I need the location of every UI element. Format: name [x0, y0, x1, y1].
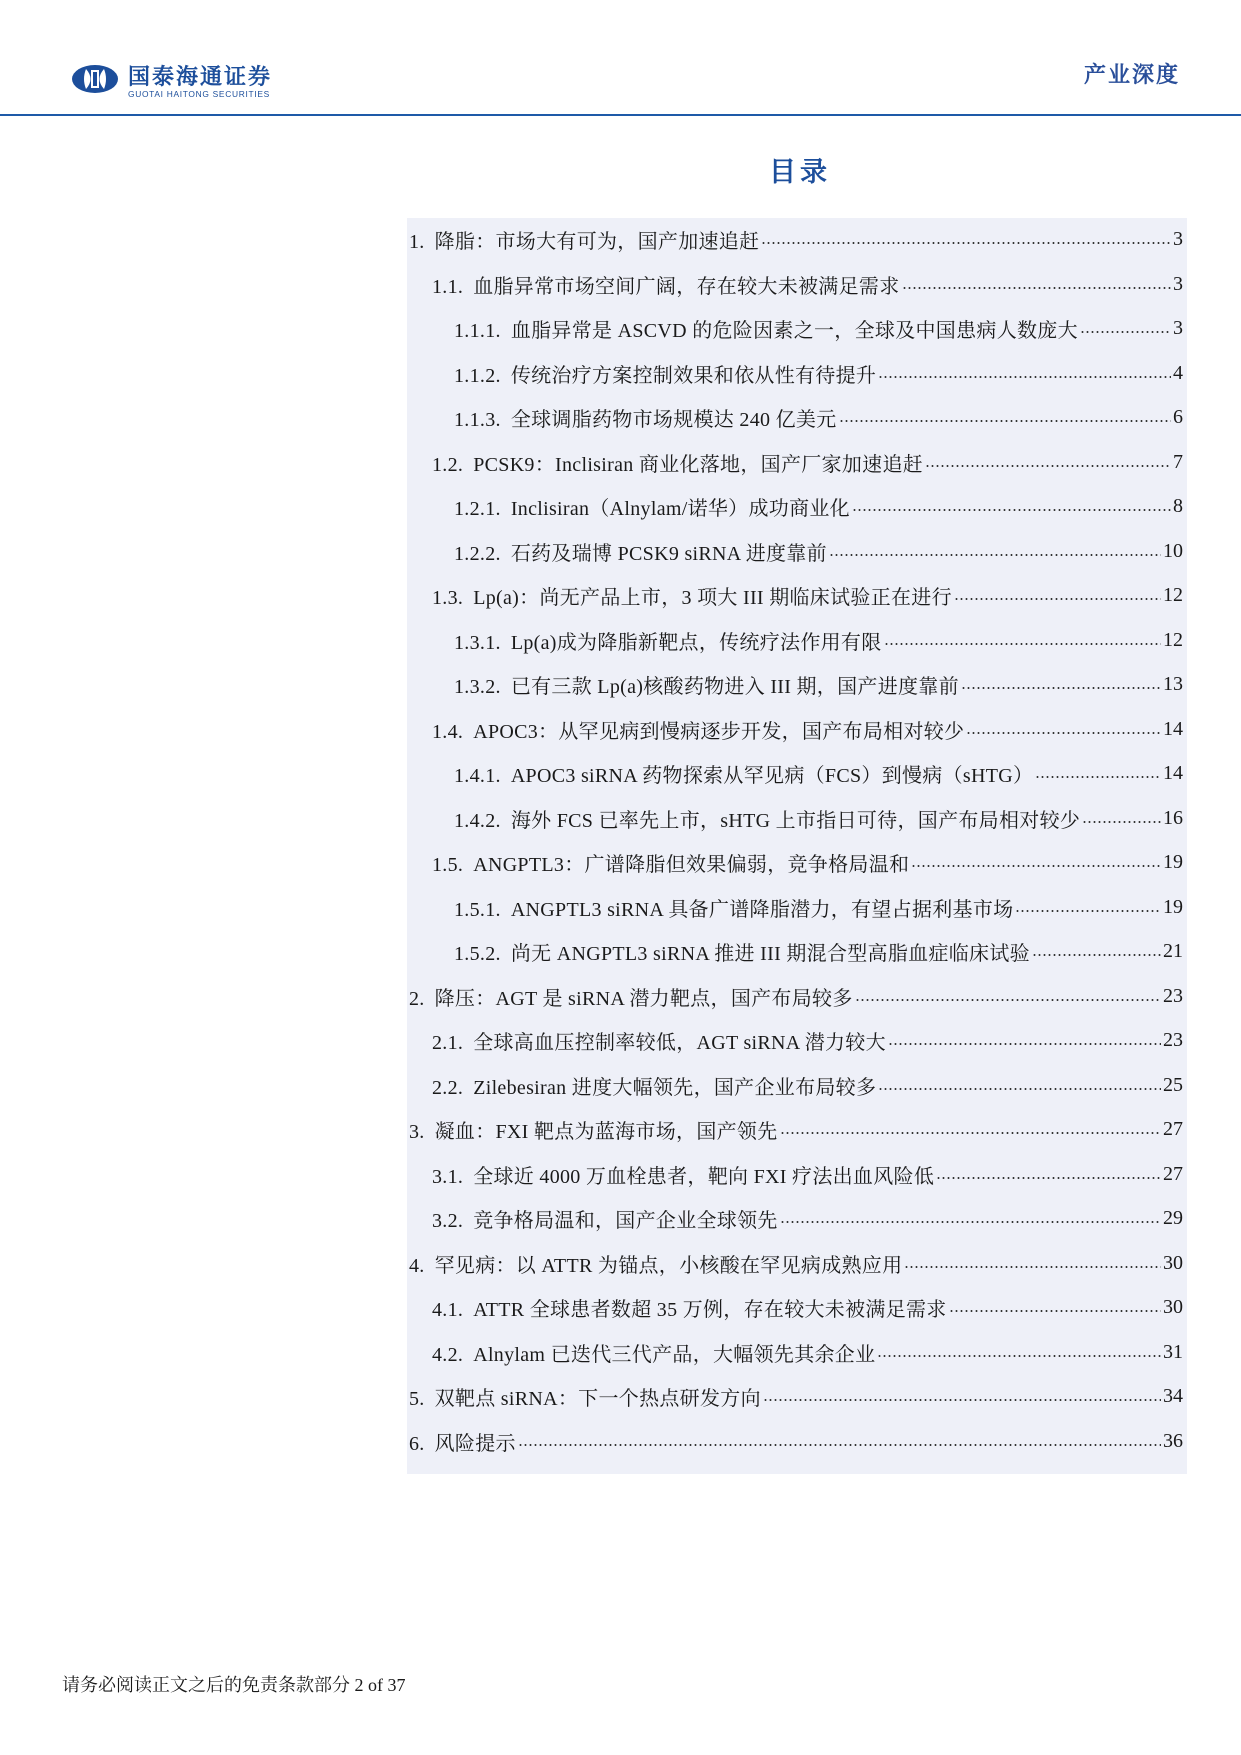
- toc-entry-number: 1.3.2.: [454, 675, 501, 698]
- toc-entry[interactable]: [432, 707, 1183, 751]
- toc-dot-leader: [839, 419, 1171, 423]
- toc-entry-page: 14: [1163, 717, 1183, 740]
- report-type-tag: 产业深度: [1083, 63, 1180, 88]
- toc-entry-page: 27: [1163, 1117, 1183, 1140]
- toc-entry-page: 27: [1163, 1162, 1183, 1185]
- toc-entry-number: 4.1.: [432, 1298, 464, 1321]
- toc-entry-text: 已有三款 Lp(a)核酸药物进入 III 期，国产进度靠前: [510, 675, 959, 698]
- toc-entry-page: 8: [1173, 494, 1183, 517]
- toc-entry-text: APOC3：从罕见病到慢病逐步开发，国产布局相对较少: [473, 720, 965, 743]
- toc-dot-leader: [904, 1265, 1161, 1269]
- toc-entry-title: [454, 537, 827, 566]
- toc-entry-page: 12: [1163, 628, 1183, 651]
- toc-entry-title: [454, 670, 959, 699]
- toc-entry-page: 36: [1163, 1429, 1183, 1452]
- toc-entry[interactable]: [454, 484, 1183, 528]
- toc-entry-text: 血脂异常市场空间广阔，存在较大未被满足需求: [473, 275, 900, 298]
- toc-entry-number: 1.2.1.: [454, 497, 501, 520]
- toc-entry-text: 尚无 ANGPTL3 siRNA 推进 III 期混合型高脂血症临床试验: [510, 942, 1030, 965]
- toc-entry[interactable]: [432, 1063, 1183, 1107]
- toc-entry-text: Alnylam 已迭代三代产品，大幅领先其余企业: [473, 1343, 876, 1366]
- toc-entry[interactable]: [432, 440, 1183, 484]
- toc-entry-text: 石药及瑞博 PCSK9 siRNA 进度靠前: [510, 542, 827, 565]
- toc-entry-title: [409, 982, 853, 1011]
- toc-dot-leader: [829, 553, 1161, 557]
- toc-entry-title: [432, 1071, 876, 1100]
- toc-dot-leader: [961, 686, 1161, 690]
- toc-entry-title: [454, 359, 876, 388]
- toc-entry-page: 3: [1173, 227, 1183, 250]
- toc-entry-page: 12: [1163, 583, 1183, 606]
- toc-entry-text: 罕见病：以 ATTR 为锚点，小核酸在罕见病成熟应用: [434, 1254, 903, 1277]
- toc-entry-text: Lp(a)成为降脂新靶点，传统疗法作用有限: [510, 631, 882, 654]
- toc-entry-title: [454, 314, 1078, 343]
- toc-entry[interactable]: [454, 885, 1183, 929]
- toc-entry-text: 血脂异常是 ASCVD 的危险因素之一，全球及中国患病人数庞大: [510, 319, 1078, 342]
- toc-entry-text: 全球近 4000 万血栓患者，靶向 FXI 疗法出血风险低: [473, 1165, 935, 1188]
- toc-entry[interactable]: [454, 796, 1183, 840]
- toc-entry-text: 凝血：FXI 靶点为蓝海市场，国产领先: [434, 1120, 778, 1143]
- toc-entry-page: 34: [1163, 1384, 1183, 1407]
- toc-entry[interactable]: [432, 1196, 1183, 1240]
- toc-entry-title: [409, 1427, 516, 1456]
- toc-dot-leader: [884, 642, 1161, 646]
- toc-entry-page: 7: [1173, 450, 1183, 473]
- toc-dot-leader: [902, 286, 1171, 290]
- toc-dot-leader: [878, 1087, 1161, 1091]
- toc-entry[interactable]: [409, 1419, 1183, 1463]
- toc-entry-page: 3: [1173, 272, 1183, 295]
- company-logo: [70, 60, 330, 100]
- toc-entry-number: 2.1.: [432, 1031, 464, 1054]
- toc-entry-title: [409, 1382, 761, 1411]
- toc-entry-title: [432, 1026, 886, 1055]
- toc-entry-text: ANGPTL3：广谱降脂但效果偏弱，竞争格局温和: [473, 853, 910, 876]
- toc-entry-page: 25: [1163, 1073, 1183, 1096]
- toc-dot-leader: [518, 1443, 1161, 1447]
- toc-entry[interactable]: [432, 1152, 1183, 1196]
- toc-entry-text: 海外 FCS 已率先上市，sHTG 上市指日可待，国产布局相对较少: [510, 809, 1081, 832]
- logo-chinese-name: 国泰海通证券: [128, 65, 273, 90]
- toc-entry-number: 1.2.: [432, 453, 464, 476]
- toc-entry[interactable]: [454, 529, 1183, 573]
- toc-entry-number: 1.5.: [432, 853, 464, 876]
- toc-entry-title: [454, 403, 837, 432]
- toc-dot-leader: [911, 864, 1161, 868]
- toc-entry-number: 1.5.2.: [454, 942, 501, 965]
- toc-entry-number: 3.1.: [432, 1165, 464, 1188]
- toc-entry[interactable]: [409, 1374, 1183, 1418]
- toc-dot-leader: [855, 998, 1161, 1002]
- toc-entry-page: 29: [1163, 1206, 1183, 1229]
- toc-entry-text: 降压：AGT 是 siRNA 潜力靶点，国产布局较多: [434, 987, 853, 1010]
- toc-entry-text: Lp(a)：尚无产品上市，3 项大 III 期临床试验正在进行: [473, 586, 952, 609]
- toc-entry-page: 6: [1173, 405, 1183, 428]
- toc-entry[interactable]: [454, 395, 1183, 439]
- toc-entry[interactable]: [409, 1107, 1183, 1151]
- toc-dot-leader: [1032, 953, 1161, 957]
- toc-dot-leader: [949, 1309, 1161, 1313]
- toc-entry-text: Zilebesiran 进度大幅领先，国产企业布局较多: [473, 1076, 877, 1099]
- toc-entry-title: [432, 270, 900, 299]
- toc-entry-text: ATTR 全球患者数超 35 万例，存在较大未被满足需求: [473, 1298, 947, 1321]
- toc-entry-page: 14: [1163, 761, 1183, 784]
- toc-entry-number: 1.4.: [432, 720, 464, 743]
- toc-dot-leader: [852, 508, 1171, 512]
- toc-dot-leader: [877, 1354, 1161, 1358]
- toc-entry[interactable]: [454, 351, 1183, 395]
- toc-entry-title: [432, 581, 952, 610]
- toc-entry-title: [454, 626, 882, 655]
- toc-entry-page: 30: [1163, 1295, 1183, 1318]
- toc-entry[interactable]: [432, 262, 1183, 306]
- toc-entry[interactable]: [432, 573, 1183, 617]
- toc-entry-page: 3: [1173, 316, 1183, 339]
- header-divider: [0, 114, 1241, 116]
- toc-entry-number: 5.: [409, 1387, 425, 1410]
- toc-dot-leader: [1082, 820, 1161, 824]
- toc-entry-title: [432, 1338, 875, 1367]
- toc-dot-leader: [878, 375, 1171, 379]
- logo-emblem-icon: [70, 60, 120, 98]
- toc-entry-title: [454, 492, 850, 521]
- toc-dot-leader: [761, 241, 1171, 245]
- toc-entry-title: [454, 804, 1080, 833]
- toc-entry-number: 1.4.1.: [454, 764, 501, 787]
- toc-entry-number: 4.: [409, 1254, 425, 1277]
- toc-entry-number: 1.1.: [432, 275, 464, 298]
- toc-entry-title: [409, 1249, 902, 1278]
- toc-entry-number: 1.4.2.: [454, 809, 501, 832]
- page-footer: [62, 1671, 406, 1697]
- toc-dot-leader: [966, 731, 1161, 735]
- toc-entry-number: 1.1.3.: [454, 408, 501, 431]
- toc-entry-page: 31: [1163, 1340, 1183, 1363]
- toc-dot-leader: [763, 1398, 1161, 1402]
- toc-entry-number: 1.3.: [432, 586, 464, 609]
- toc-entry-page: 23: [1163, 1028, 1183, 1051]
- toc-entry-title: [454, 759, 1033, 788]
- toc-dot-leader: [888, 1042, 1161, 1046]
- toc-entry-number: 2.: [409, 987, 425, 1010]
- toc-entry-title: [432, 1204, 778, 1233]
- toc-dot-leader: [780, 1131, 1161, 1135]
- toc-entry-page: 23: [1163, 984, 1183, 1007]
- toc-entry[interactable]: [454, 751, 1183, 795]
- toc-entry-number: 6.: [409, 1432, 425, 1455]
- toc-entry-text: 降脂：市场大有可为，国产加速追赶: [434, 230, 760, 253]
- toc-entry-text: 风险提示: [434, 1432, 516, 1455]
- toc-entry-text: ANGPTL3 siRNA 具备广谱降脂潜力，有望占据利基市场: [510, 898, 1014, 921]
- toc-entry-text: Inclisiran（Alnylam/诺华）成功商业化: [510, 497, 850, 520]
- toc-dot-leader: [1035, 775, 1161, 779]
- toc-entry-number: 1.1.2.: [454, 364, 501, 387]
- toc-entry-number: 1.5.1.: [454, 898, 501, 921]
- toc-entry-number: 3.2.: [432, 1209, 464, 1232]
- toc-entry-number: 1.2.2.: [454, 542, 501, 565]
- toc-entry-title: [432, 848, 909, 877]
- toc-entry-page: 21: [1163, 939, 1183, 962]
- toc-entry[interactable]: [432, 1018, 1183, 1062]
- toc-entry-text: 双靶点 siRNA：下一个热点研发方向: [434, 1387, 761, 1410]
- toc-entry-page: 30: [1163, 1251, 1183, 1274]
- footer-disclaimer: 请务必阅读正文之后的免责条款部分: [62, 1675, 350, 1695]
- toc-entry-text: PCSK9：Inclisiran 商业化落地，国产厂家加速追赶: [473, 453, 924, 476]
- toc-entry-page: 10: [1163, 539, 1183, 562]
- toc-entry[interactable]: [432, 1285, 1183, 1329]
- toc-entry[interactable]: [454, 618, 1183, 662]
- toc-dot-leader: [925, 464, 1171, 468]
- toc-entry-text: 传统治疗方案控制效果和依从性有待提升: [510, 364, 877, 387]
- toc-entry-page: 19: [1163, 850, 1183, 873]
- toc-entry-number: 3.: [409, 1120, 425, 1143]
- logo-english-name: GUOTAI HAITONG SECURITIES: [128, 89, 270, 99]
- toc-entry[interactable]: [454, 306, 1183, 350]
- toc-entry-page: 13: [1163, 672, 1183, 695]
- toc-entry[interactable]: [409, 217, 1183, 261]
- toc-dot-leader: [1080, 330, 1171, 334]
- toc-entry-page: 19: [1163, 895, 1183, 918]
- toc-entry-title: [432, 448, 923, 477]
- toc-entry-text: 全球高血压控制率较低，AGT siRNA 潜力较大: [473, 1031, 886, 1054]
- toc-entry[interactable]: [454, 662, 1183, 706]
- toc-entry[interactable]: [432, 1330, 1183, 1374]
- toc-entry-number: 1.3.1.: [454, 631, 501, 654]
- toc-entry-number: 1.1.1.: [454, 319, 501, 342]
- toc-entry-text: 全球调脂药物市场规模达 240 亿美元: [510, 408, 837, 431]
- toc-entry-number: 4.2.: [432, 1343, 464, 1366]
- toc-title: 目录: [769, 157, 831, 188]
- toc-entry-title: [454, 893, 1013, 922]
- footer-page-info: 2 of 37: [354, 1675, 406, 1695]
- toc-entry-number: 2.2.: [432, 1076, 464, 1099]
- page-header: [0, 0, 1241, 120]
- toc-entry-page: 16: [1163, 806, 1183, 829]
- toc-entry-text: 竞争格局温和，国产企业全球领先: [473, 1209, 778, 1232]
- toc-entry[interactable]: [409, 974, 1183, 1018]
- toc-entry[interactable]: [454, 929, 1183, 973]
- toc-entry-title: [454, 937, 1030, 966]
- toc-entry-text: APOC3 siRNA 药物探索从罕见病（FCS）到慢病（sHTG）: [510, 764, 1034, 787]
- toc-entry-title: [432, 1293, 947, 1322]
- toc-entry-title: [409, 1115, 778, 1144]
- toc-entry[interactable]: [432, 840, 1183, 884]
- toc-dot-leader: [936, 1176, 1161, 1180]
- toc-entry-title: [409, 225, 759, 254]
- toc-dot-leader: [1015, 909, 1161, 913]
- toc-entry-page: 4: [1173, 361, 1183, 384]
- toc-entry-title: [432, 1160, 934, 1189]
- toc-entry-title: [432, 715, 964, 744]
- toc-dot-leader: [954, 597, 1161, 601]
- toc-entry-number: 1.: [409, 230, 425, 253]
- toc-dot-leader: [780, 1220, 1161, 1224]
- toc-entry[interactable]: [409, 1241, 1183, 1285]
